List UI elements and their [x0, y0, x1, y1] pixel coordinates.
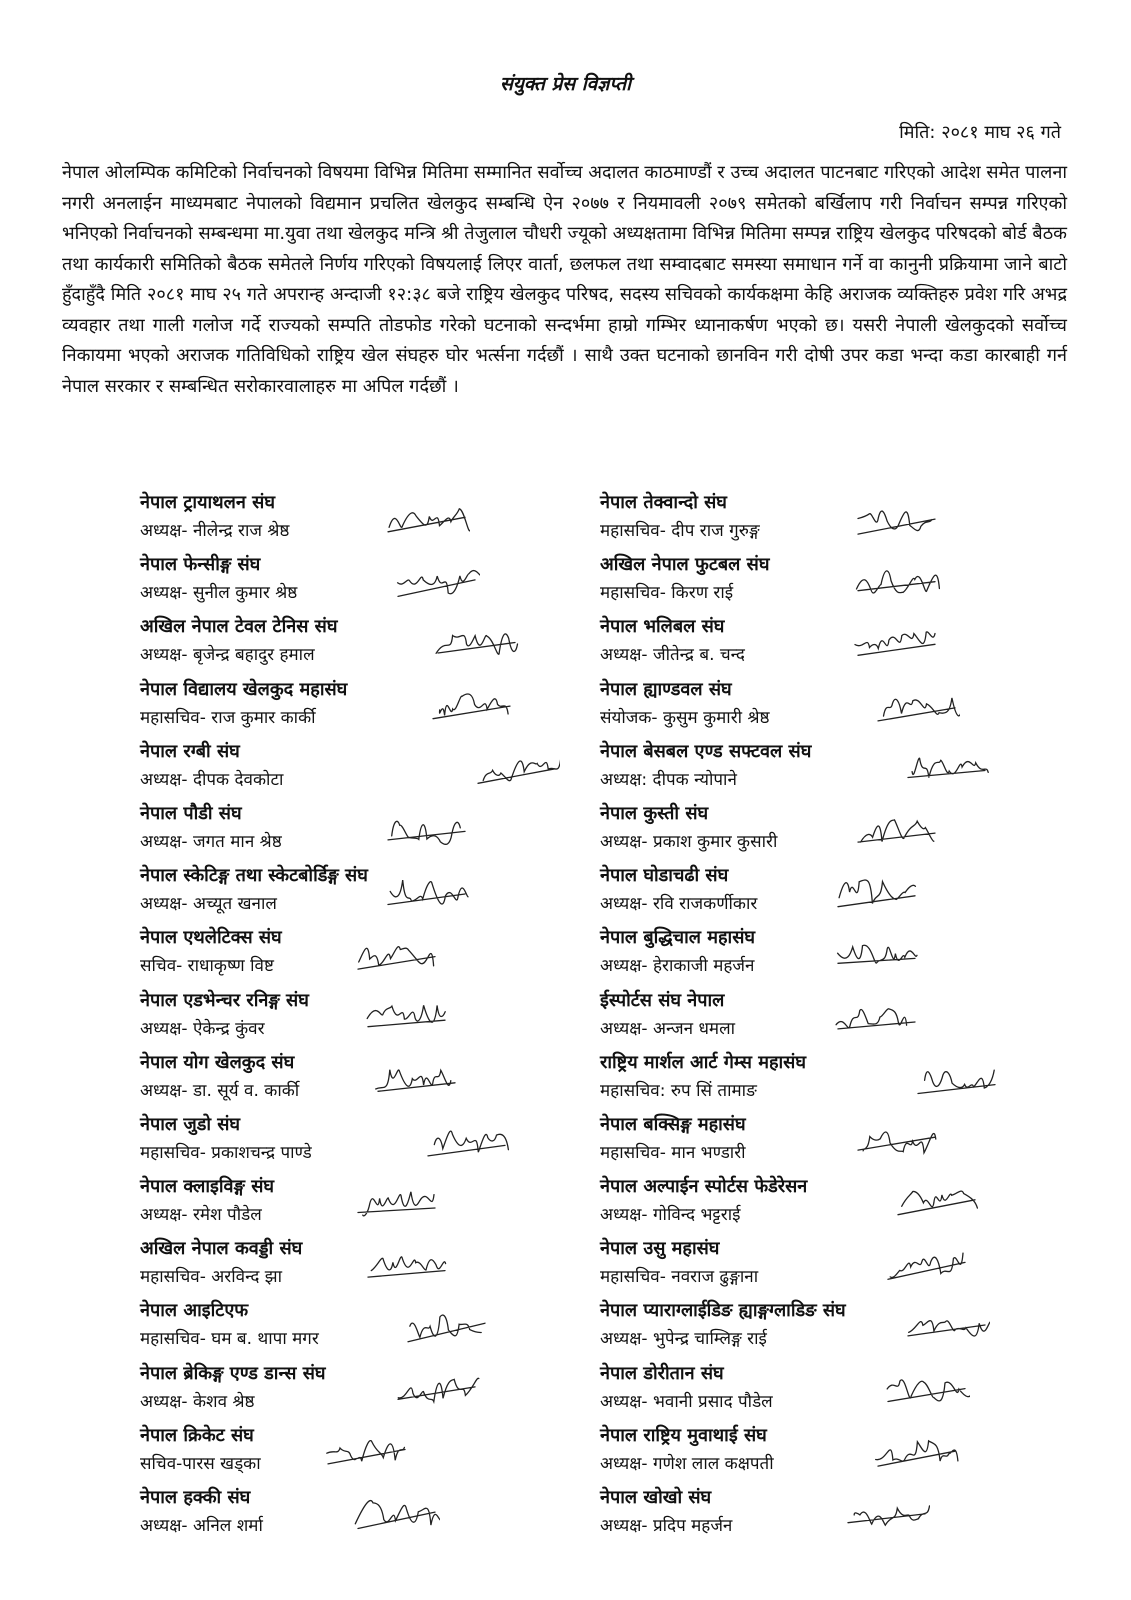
signatory-entry [140, 1111, 580, 1173]
handwritten-signature [350, 1181, 440, 1225]
official-name: अध्यक्ष- रवि राजकर्णीकार [600, 894, 758, 915]
signatory-entry [600, 924, 1040, 986]
handwritten-signature [870, 1430, 960, 1474]
handwritten-signature [850, 808, 940, 852]
federation-name: नेपाल विद्यालय खेलकुद महासंघ [140, 678, 348, 700]
official-name: अध्यक्ष- जीतेन्द्र ब. चन्द [600, 645, 745, 666]
signatory-entry [600, 551, 1040, 613]
signatory-entry [600, 1173, 1040, 1235]
signatory-entry [140, 1360, 580, 1422]
federation-name: ईस्पोर्टस संघ नेपाल [600, 989, 725, 1011]
federation-name: नेपाल तेक्वान्दो संघ [600, 492, 727, 513]
federation-name: नेपाल क्रिकेट संघ [140, 1424, 254, 1446]
federation-name: नेपाल खोखो संघ [600, 1487, 712, 1508]
handwritten-signature [390, 559, 480, 603]
federation-name: नेपाल योग खेलकुद संघ [140, 1051, 295, 1073]
federation-name: नेपाल प्याराग्लाईडिङ ह्याङ्गग्लाडिङ संघ [600, 1300, 846, 1322]
federation-name: नेपाल ब्रेकिङ्ग एण्ड डान्स संघ [140, 1362, 326, 1384]
official-name: अध्यक्ष- रमेश पौडेल [140, 1205, 262, 1226]
federation-name: नेपाल जुडो संघ [140, 1113, 241, 1135]
signatory-entry [140, 551, 580, 613]
handwritten-signature [880, 1368, 970, 1412]
federation-name: नेपाल बक्सिङ्ग महासंघ [600, 1113, 746, 1135]
signatory-entry [140, 800, 580, 862]
official-name: अध्यक्ष- ऐकेन्द्र कुंवर [140, 1018, 265, 1039]
handwritten-signature [850, 497, 940, 541]
federation-name: नेपाल घोडाचढी संघ [600, 865, 729, 887]
federation-name: नेपाल बुद्धिचाल महासंघ [600, 927, 756, 949]
federation-name: नेपाल आइटिएफ [140, 1300, 249, 1322]
federation-name: नेपाल बेसबल एण्ड सफ्टवल संघ [600, 740, 812, 762]
federation-name: नेपाल हक्की संघ [140, 1487, 251, 1508]
official-name: महासचिव- नवराज ढुङ्गाना [600, 1267, 759, 1288]
official-name: महासचिव- घम ब. थापा मगर [140, 1329, 319, 1350]
handwritten-signature [350, 932, 440, 976]
signatory-entry [140, 1173, 580, 1235]
signatory-entry [140, 676, 580, 738]
federation-name: नेपाल डोरीतान संघ [600, 1362, 724, 1384]
federation-name: राष्ट्रिय मार्शल आर्ट गेम्स महासंघ [600, 1051, 806, 1073]
federation-name: नेपाल स्केटिङ्ग तथा स्केटबोर्डिङ्ग संघ [140, 865, 368, 887]
signatory-entry [140, 1484, 580, 1546]
official-name: अध्यक्ष- भवानी प्रसाद पौडेल [600, 1391, 773, 1412]
federation-name: नेपाल एडभेन्चर रनिङ्ग संघ [140, 989, 309, 1011]
signatory-entry [600, 738, 1040, 800]
signatory-entry [600, 1297, 1040, 1359]
signatory-entry [600, 676, 1040, 738]
official-name: अध्यक्ष- डा. सूर्य व. कार्की [140, 1080, 300, 1101]
left-signatories-column [140, 489, 580, 1546]
official-name: महासचिव- दीप राज गुरुङ्ग [600, 521, 760, 541]
official-name: अध्यक्ष- दीपक देवकोटा [140, 769, 284, 790]
handwritten-signature [830, 932, 920, 976]
official-name: अध्यक्ष: दीपक न्योपाने [600, 769, 737, 790]
handwritten-signature [870, 684, 960, 728]
handwritten-signature [430, 621, 520, 665]
federation-name: नेपाल पौडी संघ [140, 802, 242, 824]
official-name: महासचिव: रुप सिं तामाङ [600, 1080, 757, 1101]
handwritten-signature [360, 995, 450, 1039]
signatory-entry [600, 613, 1040, 675]
federation-name: नेपाल क्लाइविङ्ग संघ [140, 1176, 274, 1198]
official-name: अध्यक्ष- बृजेन्द्र बहादुर हमाल [140, 645, 315, 666]
federation-name: नेपाल फेन्सीङ्ग संघ [140, 554, 261, 576]
signatory-entry [600, 1235, 1040, 1297]
federation-name: नेपाल ट्रायाथलन संघ [140, 492, 275, 513]
signatory-entry [140, 1235, 580, 1297]
handwritten-signature [900, 746, 990, 790]
signatory-entry [140, 1297, 580, 1359]
handwritten-signature [830, 995, 920, 1039]
official-name: महासचिव- प्रकाशचन्द्र पाण्डे [140, 1142, 312, 1163]
document-title: संयुक्त प्रेस विज्ञप्ती [499, 73, 632, 95]
official-name: सचिव- राधाकृष्ण विष्ट [140, 956, 274, 977]
official-name: अध्यक्ष- सुनील कुमार श्रेष्ठ [140, 583, 298, 604]
handwritten-signature [890, 1181, 980, 1225]
handwritten-signature [380, 808, 470, 852]
handwritten-signature [350, 1492, 440, 1536]
handwritten-signature [360, 1243, 450, 1287]
federation-name: अखिल नेपाल कवड्डी संघ [140, 1238, 303, 1260]
right-signatories-column [600, 489, 1040, 1546]
official-name: अध्यक्ष- अनिल शर्मा [140, 1516, 263, 1536]
handwritten-signature [380, 870, 470, 914]
handwritten-signature [390, 1368, 480, 1412]
handwritten-signature [420, 1119, 510, 1163]
official-name: संयोजक- कुसुम कुमारी श्रेष्ठ [600, 707, 770, 728]
signatory-entry [140, 1049, 580, 1111]
federation-name: नेपाल भलिबल संघ [600, 616, 725, 638]
signatory-entry [140, 862, 580, 924]
official-name: अध्यक्ष- प्रदिप महर्जन [600, 1516, 733, 1536]
signatory-entry [600, 800, 1040, 862]
official-name: महासचिव- अरविन्द झा [140, 1267, 283, 1288]
document-date: मिति: २०८१ माघ २६ गते [899, 122, 1061, 143]
handwritten-signature [850, 559, 940, 603]
signatory-entry [600, 862, 1040, 924]
federation-name: नेपाल कुस्ती संघ [600, 802, 709, 824]
federation-name: नेपाल राष्ट्रिय मुवाथाई संघ [600, 1424, 767, 1446]
official-name: अध्यक्ष- जगत मान श्रेष्ठ [140, 831, 282, 852]
signatory-entry [140, 987, 580, 1049]
official-name: महासचिव- किरण राई [600, 583, 734, 604]
signatory-entry [600, 1360, 1040, 1422]
official-name: अध्यक्ष- अन्जन धमला [600, 1018, 736, 1039]
signatory-entry [600, 1111, 1040, 1173]
federation-name: नेपाल रग्बी संघ [140, 740, 240, 762]
official-name: अध्यक्ष- प्रकाश कुमार कुसारी [600, 831, 778, 852]
official-name: अध्यक्ष- भुपेन्द्र चाम्लिङ्ग राई [600, 1329, 767, 1350]
handwritten-signature [320, 1430, 410, 1474]
federation-name: अखिल नेपाल फुटबल संघ [600, 554, 770, 576]
handwritten-signature [900, 1305, 990, 1349]
federation-name: अखिल नेपाल टेवल टेनिस संघ [140, 616, 338, 638]
official-name: महासचिव- राज कुमार कार्की [140, 707, 316, 728]
federation-name: नेपाल ह्याण्डवल संघ [600, 678, 732, 700]
official-name: महासचिव- मान भण्डारी [600, 1142, 746, 1163]
signatory-entry [140, 489, 580, 551]
official-name: अध्यक्ष- अच्यूत खनाल [140, 894, 277, 915]
press-release-body: नेपाल ओलम्पिक कमिटिको निर्वाचनको विषयमा विभिन्न मितिमा सम्मानित सर्वोच्च अदालत काठमाण्डौं र उच्च अदालत पाटनबाट गरिएको आदेश समेत पालना नगरी अनलाईन माध्यमबाट नेपालको विद्यमान प्रचलित खेलकुद सम्बन्धि ऐन २०७७ र नियमावली २०७९ समेतको बर्खिलाप गरी निर्वाचन सम्पन्न गरिएको भनिएको निर्वाचनको सम्बन्धमा मा.युवा तथा खेलकुद मन्त्रि श्री तेजुलाल चौधरी ज्यूको अध्यक्षतामा विभिन्न मितिमा सम्पन्न राष्ट्रिय खेलकुद परिषदको बोर्ड बैठक तथा कार्यकारी समितिको बैठक समेतले निर्णय गरिएको विषयलाई लिएर वार्ता, छलफल तथा सम्वादबाट समस्या समाधान गर्ने वा कानुनी प्रक्रियामा जाने बाटो हुँदाहुँदै मिति २०८१ माघ २५ गते अपरान्ह अन्दाजी १२:३८ बजे राष्ट्रिय खेलकुद परिषद, सदस्य सचिवको कार्यकक्षमा केहि अराजक व्यक्तिहरु प्रवेश गरि अभद्र व्यवहार तथा गाली गलोज गर्दे राज्यको सम्पति तोडफोड गरेको घटनाको सन्दर्भमा हाम्रो गम्भिर ध्यानाकर्षण भएको छ। यसरी नेपाली खेलकुदको सर्वोच्च निकायमा भएको अराजक गतिविधिको राष्ट्रिय खेल संघहरु घोर भर्त्सना गर्दछौं । साथै उक्त घटनाको छानविन गरी दोषी उपर कडा भन्दा कडा कारबाही गर्न नेपाल सरकार र सम्बन्धित सरोकारवालाहरु मा अपिल गर्दछौं । [62, 162, 1067, 397]
official-name: सचिव-पारस खड्का [140, 1453, 261, 1474]
federation-name: नेपाल एथलेटिक्स संघ [140, 927, 282, 949]
handwritten-signature [880, 1243, 970, 1287]
signatory-entry [600, 1484, 1040, 1546]
handwritten-signature [840, 1492, 930, 1536]
official-name: अध्यक्ष- नीलेन्द्र राज श्रेष्ठ [140, 521, 290, 541]
official-name: अध्यक्ष- गणेश लाल कक्षपती [600, 1453, 774, 1474]
handwritten-signature [830, 870, 920, 914]
signatory-entry [140, 613, 580, 675]
handwritten-signature [370, 1057, 460, 1101]
signatory-entry [140, 738, 580, 800]
signatory-entry [600, 489, 1040, 551]
federation-name: नेपाल उसु महासंघ [600, 1238, 720, 1260]
official-name: अध्यक्ष- हेराकाजी महर्जन [600, 956, 755, 977]
handwritten-signature [380, 497, 470, 541]
handwritten-signature [400, 1305, 490, 1349]
handwritten-signature [910, 1057, 1000, 1101]
signatory-entry [600, 987, 1040, 1049]
federation-name: नेपाल अल्पाईन स्पोर्टस फेडेरेसन [600, 1176, 808, 1198]
official-name: अध्यक्ष- केशव श्रेष्ठ [140, 1391, 255, 1412]
signatory-entry [600, 1049, 1040, 1111]
signatory-entry [140, 1422, 580, 1484]
handwritten-signature [850, 621, 940, 665]
handwritten-signature [850, 1119, 940, 1163]
official-name: अध्यक्ष- गोविन्द भट्टराई [600, 1205, 741, 1226]
signatory-entry [600, 1422, 1040, 1484]
handwritten-signature [470, 746, 560, 790]
signatory-entry [140, 924, 580, 986]
handwritten-signature [425, 684, 515, 728]
